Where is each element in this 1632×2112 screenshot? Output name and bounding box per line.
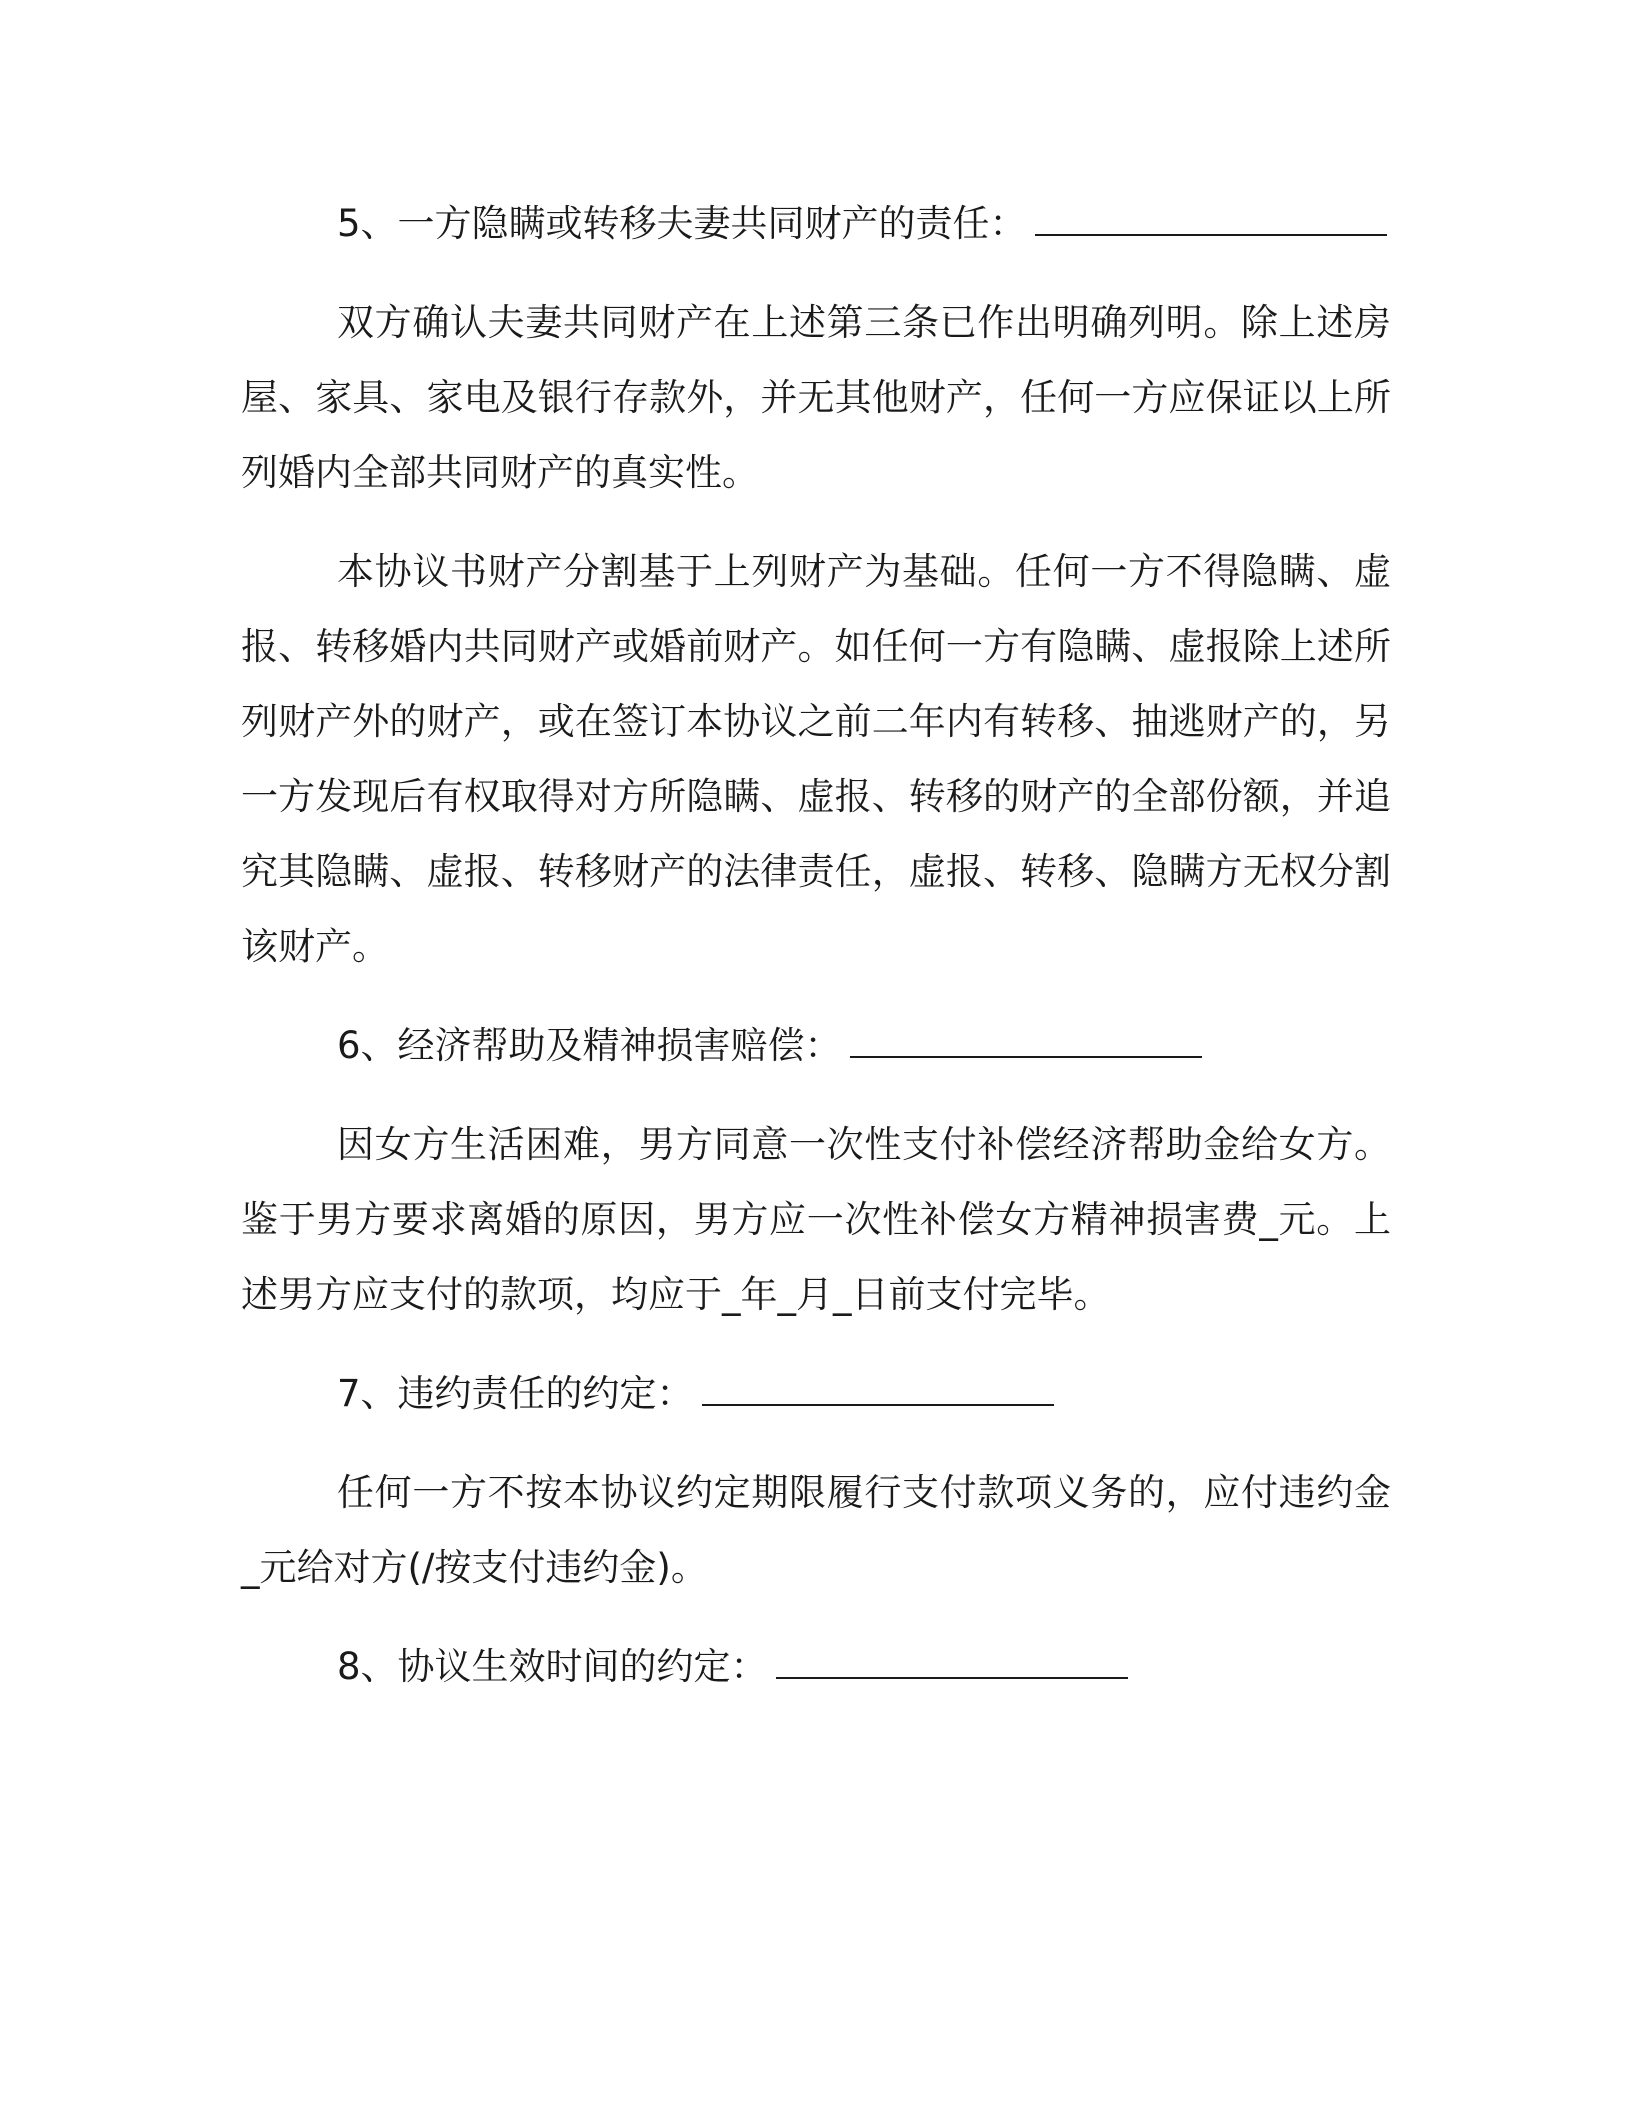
section-5-heading-text: 5、一方隐瞒或转移夫妻共同财产的责任： bbox=[337, 202, 1027, 245]
section-6-heading bbox=[241, 1008, 1391, 1083]
section-7-heading bbox=[241, 1356, 1391, 1431]
fill-in-blank-line bbox=[850, 1024, 1202, 1058]
fill-in-blank-line bbox=[1035, 202, 1387, 236]
section-6-heading-text: 6、经济帮助及精神损害赔偿： bbox=[337, 1024, 842, 1067]
section-8-heading bbox=[241, 1629, 1391, 1704]
section-5-paragraph-2: 本协议书财产分割基于上列财产为基础。任何一方不得隐瞒、虚报、转移婚内共同财产或婚前财产。如任何一方有隐瞒、虚报除上述所列财产外的财产，或在签订本协议之前二年内有转移、抽逃财产的，另一方发现后有权取得对方所隐瞒、虚报、转移的财产的全部份额，并追究其隐瞒、虚报、转移财产的法律责任，虚报、转移、隐瞒方无权分割该财产。 bbox=[241, 550, 1391, 968]
section-6-paragraph-1: 因女方生活困难，男方同意一次性支付补偿经济帮助金给女方。鉴于男方要求离婚的原因，男方应一次性补偿女方精神损害费_元。上述男方应支付的款项，均应于_年_月_日前支付完毕。 bbox=[241, 1123, 1391, 1316]
fill-in-blank-line bbox=[702, 1372, 1054, 1406]
section-8-heading-text: 8、协议生效时间的约定： bbox=[337, 1645, 768, 1688]
document-body bbox=[241, 186, 1391, 1728]
section-5-heading bbox=[241, 186, 1391, 261]
section-5-paragraph-1: 双方确认夫妻共同财产在上述第三条已作出明确列明。除上述房屋、家具、家电及银行存款外，并无其他财产，任何一方应保证以上所列婚内全部共同财产的真实性。 bbox=[241, 301, 1391, 494]
section-7-paragraph-1: 任何一方不按本协议约定期限履行支付款项义务的，应付违约金_元给对方(/按支付违约金)。 bbox=[241, 1471, 1391, 1589]
section-7-heading-text: 7、违约责任的约定： bbox=[337, 1372, 694, 1415]
fill-in-blank-line bbox=[776, 1645, 1128, 1679]
